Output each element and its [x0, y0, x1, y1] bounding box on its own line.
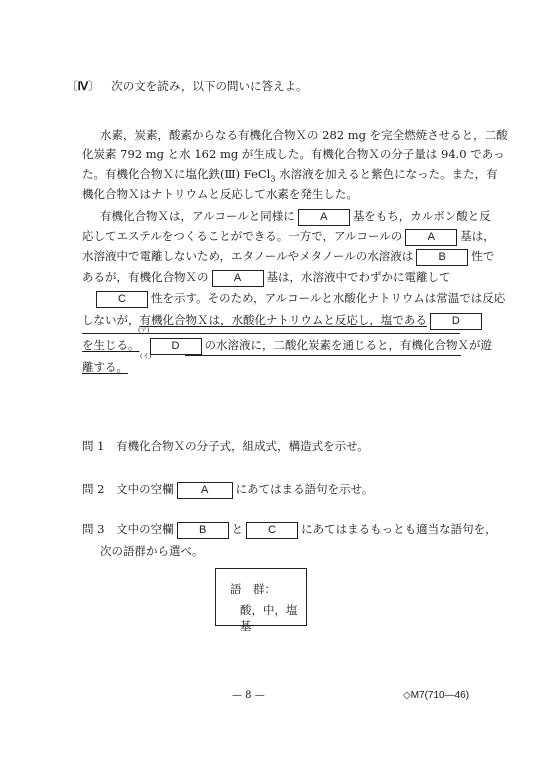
p2-l3-a: 水溶液中で電離しないため，エタノールやメタノールの水溶液は — [82, 249, 414, 263]
q1-text: 有機化合物Ｘの分子式，組成式，構造式を示せ。 — [116, 439, 369, 453]
word-group-box — [215, 568, 307, 633]
question-2 — [82, 481, 373, 499]
q3-blank-b: B — [177, 522, 229, 539]
p2-l1-a: 有機化合物Ｘは，アルコールと同様に — [100, 209, 295, 223]
q1-label: 問 1 — [82, 439, 105, 453]
paragraph2-line3 — [82, 248, 494, 266]
q3-blank-c: C — [246, 522, 298, 539]
p2-l7-b: の水溶液に，二酸化炭素を通じると，有機化合物Ｘが遊 — [204, 338, 492, 352]
paragraph2-line8: 離する。 — [82, 360, 128, 374]
q3-and: と — [231, 522, 244, 536]
blank-a-2: A — [405, 229, 457, 246]
paragraph1-line3-b: 水溶液を加えると紫色になった。また，有 — [275, 167, 498, 181]
p2-l2-b: 基は， — [460, 229, 495, 243]
q3-label: 問 3 — [82, 522, 105, 536]
section-instruction: 次の文を読み，以下の問いに答えよ。 — [111, 79, 308, 93]
paragraph2-line4 — [82, 269, 451, 287]
p2-l2: 応してエステルをつくることができる。一方で，アルコールの — [82, 229, 403, 243]
word-group-items: 酸，中，塩基 — [240, 603, 298, 633]
q3-text-b: にあてはまるもっとも適当な語句を， — [301, 522, 497, 536]
paragraph1-line3 — [82, 166, 498, 187]
blank-a-3: A — [212, 270, 264, 287]
blank-a-1: A — [298, 209, 350, 226]
paragraph1-line3-a: た。有機化合物Ｘに塩化鉄(Ⅲ) FeCl — [82, 167, 271, 181]
blank-d-2: D — [150, 338, 202, 355]
section-number: Ⅳ — [77, 81, 89, 93]
underline-i-rule — [185, 355, 461, 356]
fecl3-subscript: 3 — [270, 174, 276, 184]
question-3-line2: 次の語群から選べ。 — [100, 544, 204, 558]
q2-blank-a: A — [177, 482, 233, 499]
paragraph2-line5 — [82, 290, 505, 308]
p2-l6-a: しないが， — [82, 313, 140, 327]
q2-label: 問 2 — [82, 482, 105, 496]
p2-l1-b: 基をもち，カルボン酸と反 — [352, 209, 491, 223]
page-number: — 8 — — [232, 690, 265, 701]
paragraph1-line4: 機化合物Ｘはナトリウムと反応して水素を発生した。 — [82, 187, 358, 201]
question-1 — [82, 438, 369, 454]
q2-text-b: にあてはまる語句を示せ。 — [235, 482, 374, 496]
paragraph1-line2: 化炭素 792 mg と水 162 mg が生成した。有機化合物Ｘの分子量は 94.0 であっ — [82, 147, 505, 161]
question-3 — [82, 521, 497, 539]
paragraph1-line1: 水素，炭素，酸素からなる有機化合物Ｘの 282 mg を完全燃焼させると，二酸 — [100, 128, 508, 142]
paragraph2-line2 — [82, 228, 495, 246]
p2-l4-b: 基は，水溶液中でわずかに電離して — [266, 270, 451, 284]
marker-i: (イ) — [140, 352, 152, 360]
q3-text-a: 文中の空欄 — [116, 522, 174, 536]
marker-a: (ア) — [138, 326, 150, 334]
blank-c-1: C — [96, 291, 148, 308]
underline-i-start: を生じる。 — [82, 338, 140, 352]
p2-l3-b: 性で — [471, 249, 495, 263]
section-bracket-open: 〔 — [66, 79, 78, 93]
section-bracket-close: 〕 — [88, 79, 100, 93]
section-header — [66, 78, 307, 95]
p2-l5: 性を示す。そのため，アルコールと水酸化ナトリウムは常温では反応 — [151, 291, 506, 305]
exam-code: ◇M7(710—46) — [403, 690, 470, 701]
paragraph2-line1 — [100, 208, 491, 226]
q2-text-a: 文中の空欄 — [116, 482, 174, 496]
p2-l4-a: あるが，有機化合物Ｘの — [82, 270, 209, 284]
underline-a-text: 有機化合物Ｘは，水酸化ナトリウムと反応し，塩である — [139, 313, 427, 327]
blank-b-1: B — [416, 249, 468, 266]
word-group-title: 語 群： — [230, 582, 276, 596]
blank-d-1: D — [430, 313, 482, 330]
